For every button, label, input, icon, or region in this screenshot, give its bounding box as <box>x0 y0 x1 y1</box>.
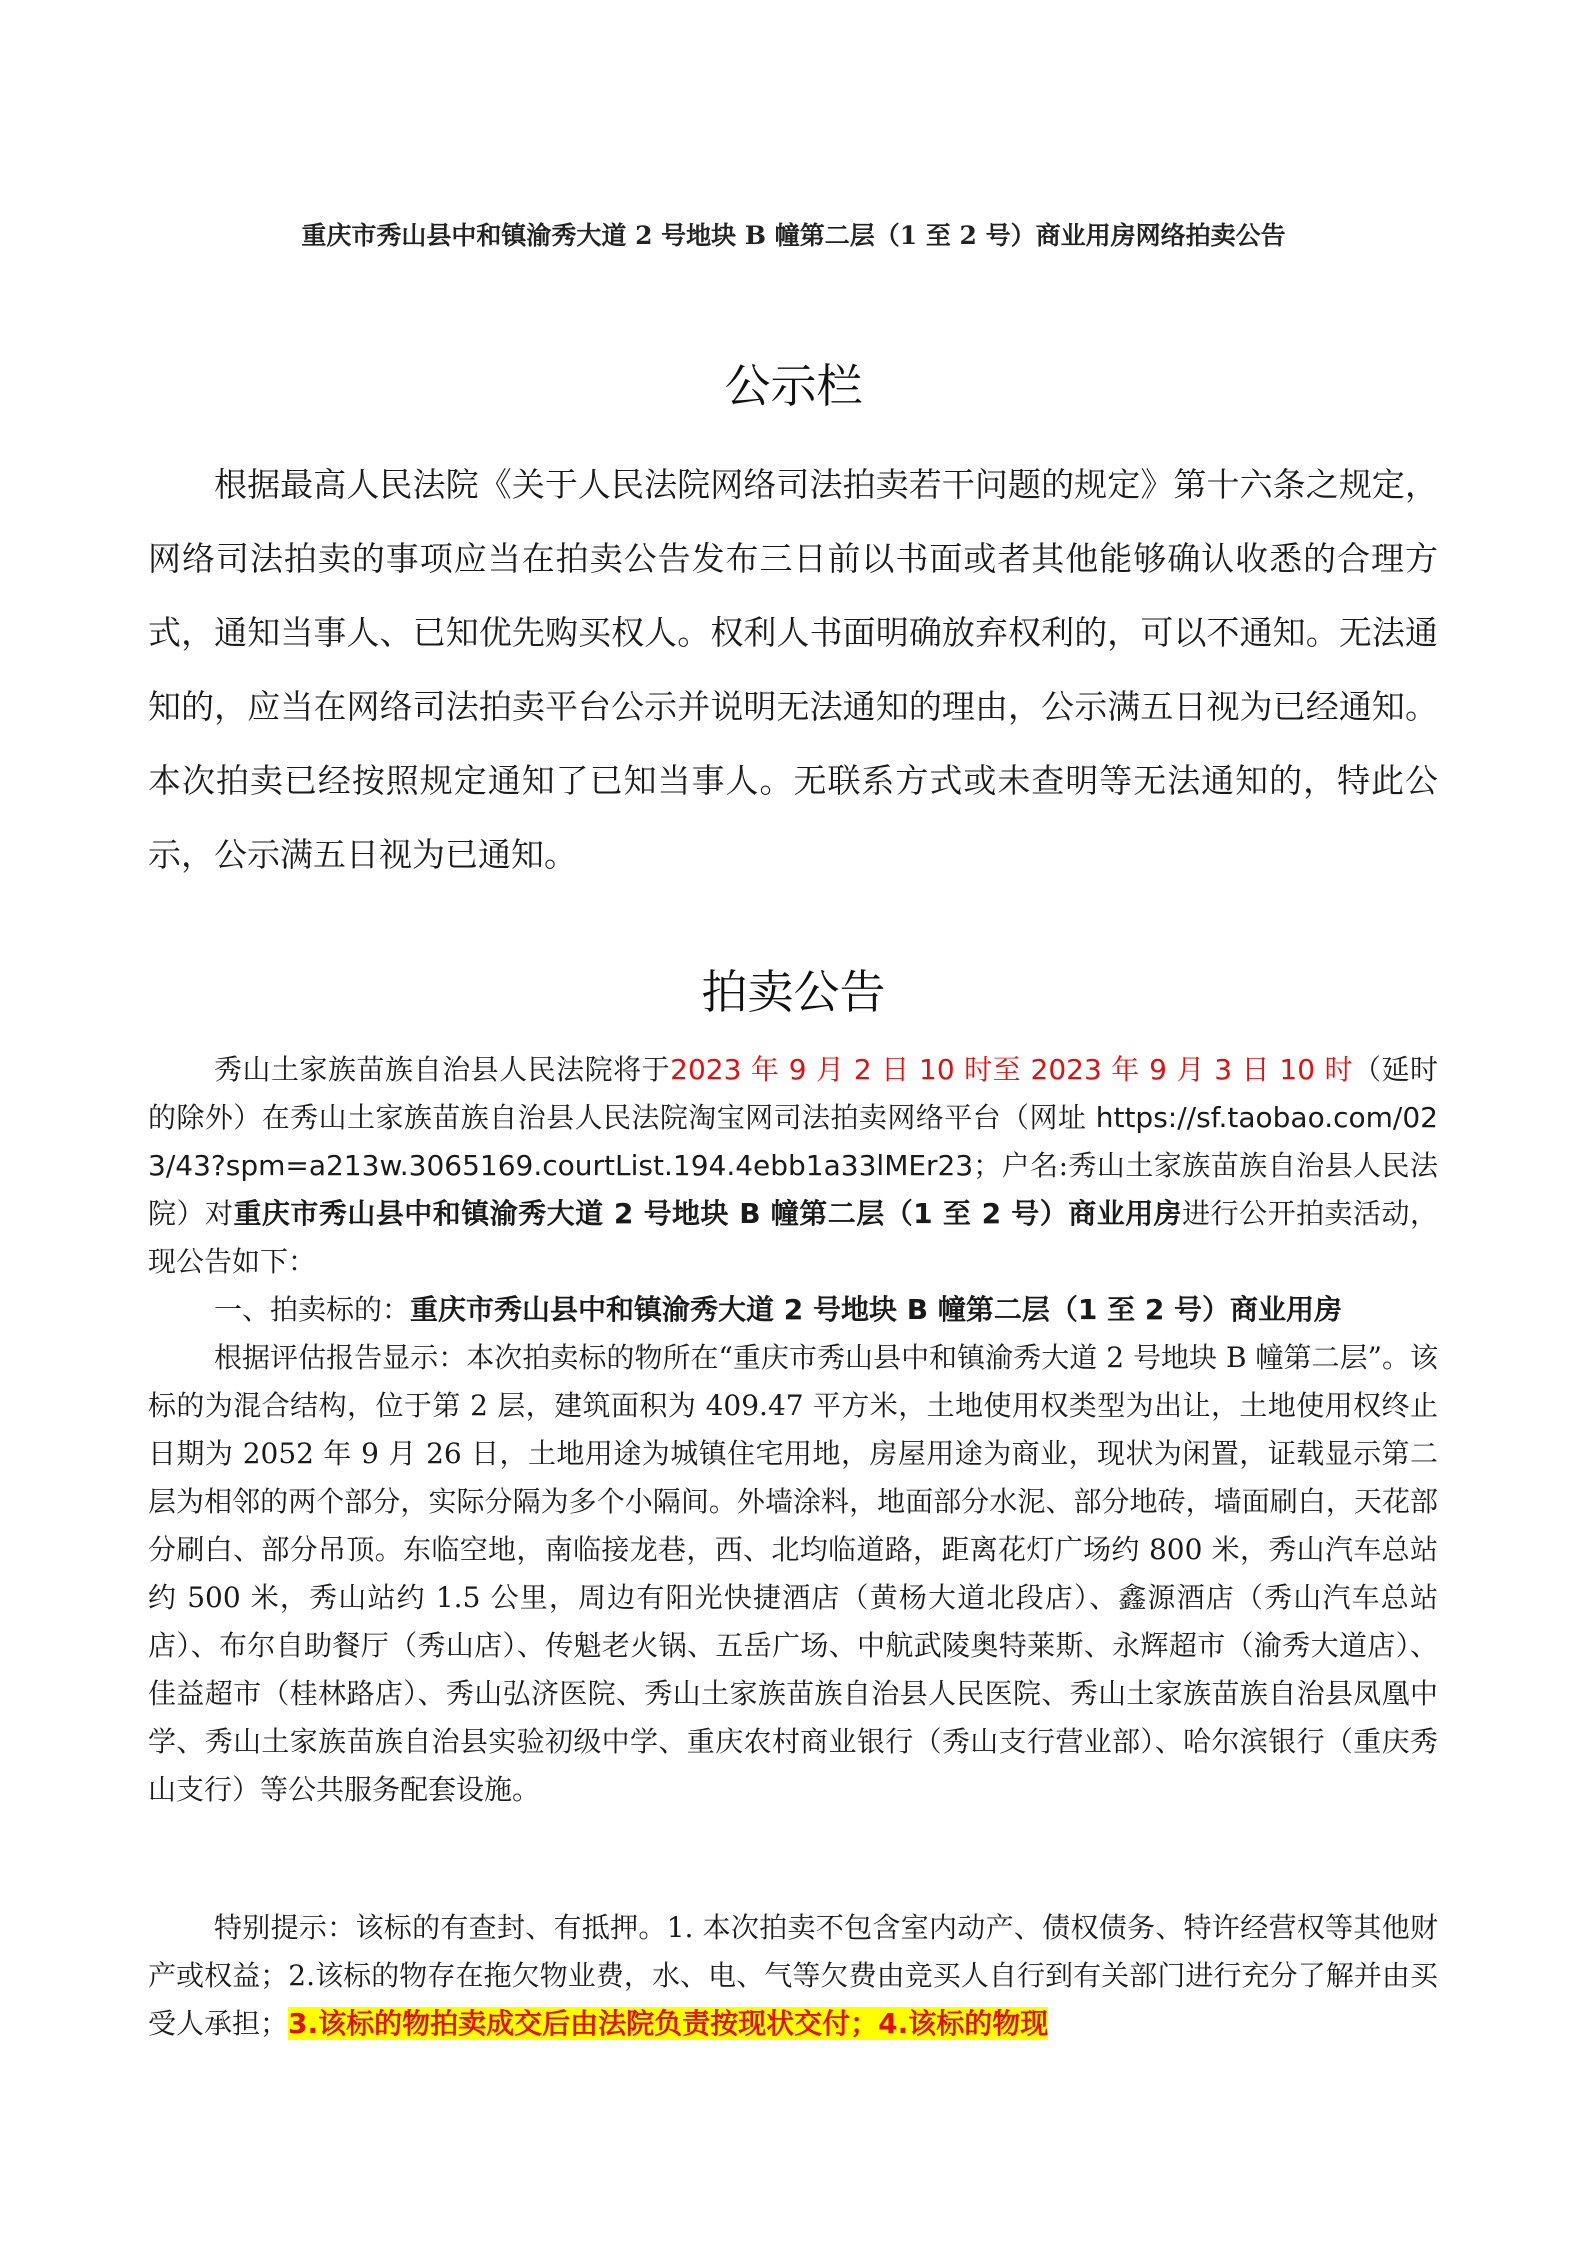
auction-item-label: 一、拍卖标的： <box>214 1293 411 1326</box>
auction-item-paragraph <box>148 1286 1438 1334</box>
intro-text-3: ；户名:秀山土家族苗族自治县人民法院）对 <box>148 1149 1438 1230</box>
notice-board-heading: 公示栏 <box>724 359 863 413</box>
auction-item-value: 重庆市秀山县中和镇渝秀大道 2 号地块 B 幢第二层（1 至 2 号）商业用房 <box>410 1293 1343 1326</box>
intro-text-4: 进行公开拍卖活动，现公告如下： <box>148 1197 1438 1278</box>
evaluation-paragraph: 根据评估报告显示：本次拍卖标的物所在“重庆市秀山县中和镇渝秀大道 2 号地块 B 幢第二层”。该标的为混合结构，位于第 2 层，建筑面积为 409.47 平方米，土地使用权类型为出让，土地使用权终止日期为 2052 年 9 月 26 日，土地用途为城镇住宅用地，房屋用途为商业，现状为闲置，证载显示第二层为相邻的两个部分，实际分隔为多个小隔间。外墙涂料，地面部分水泥、部分地砖，墙面刷白，天花部分刷白、部分吊顶。东临空地，南临接龙巷，西、北均临道路，距离花灯广场约 800 米，秀山汽车总站约 500 米，秀山站约 1.5 公里，周边有阳光快捷酒店（黄杨大道北段店）、鑫源酒店（秀山汽车总站店）、布尔自助餐厅（秀山店）、传魁老火锅、五岳广场、中航武陵奥特莱斯、永辉超市（渝秀大道店）、佳益超市（桂林路店）、秀山弘济医院、秀山土家族苗族自治县人民医院、秀山土家族苗族自治县凤凰中学、秀山土家族苗族自治县实验初级中学、重庆农村商业银行（秀山支行营业部）、哈尔滨银行（重庆秀山支行）等公共服务配套设施。 <box>148 1341 1438 1806</box>
document-title: 重庆市秀山县中和镇渝秀大道 2 号地块 B 幢第二层（1 至 2 号）商业用房网络拍卖公告 <box>301 221 1286 250</box>
special-tips-text: 特别提示：该标的有查封、有抵押。1. 本次拍卖不包含室内动产、债权债务、特许经营权等其他财产或权益；2.该标的物存在拖欠物业费，水、电、气等欠费由竞买人自行到有关部门进行充分了解并由买受人承担； <box>148 1911 1438 2040</box>
notice-board-body: 根据最高人民法院《关于人民法院网络司法拍卖若干问题的规定》第十六条之规定，网络司法拍卖的事项应当在拍卖公告发布三日前以书面或者其他能够确认收悉的合理方式，通知当事人、已知优先购买权人。权利人书面明确放弃权利的，可以不通知。无法通知的，应当在网络司法拍卖平台公示并说明无法通知的理由，公示满五日视为已经通知。本次拍卖已经按照规定通知了已知当事人。无联系方式或未查明等无法通知的，特此公示，公示满五日视为已通知。 <box>148 465 1438 874</box>
intro-text-1: 秀山土家族苗族自治县人民法院将于 <box>214 1053 671 1086</box>
special-tips-highlight: 3.该标的物拍卖成交后由法院负责按现状交付；4.该标的物现 <box>288 2007 1049 2040</box>
intro-text-2: （延时的除外）在秀山土家族苗族自治县人民法院淘宝网司法拍卖网络平台（网址 <box>148 1053 1438 1134</box>
auction-time-range: 2023 年 9 月 2 日 10 时至 2023 年 9 月 3 日 10 时 <box>670 1053 1353 1086</box>
auction-heading: 拍卖公告 <box>701 965 886 1019</box>
auction-platform-url: https://sf.taobao.com/023/43?spm=a213w.3065169.courtList.194.4ebb1a33lMEr23 <box>148 1101 1438 1182</box>
property-name: 重庆市秀山县中和镇渝秀大道 2 号地块 B 幢第二层（1 至 2 号）商业用房 <box>233 1197 1183 1230</box>
auction-intro-paragraph <box>148 1046 1438 1286</box>
special-tips-paragraph <box>148 1904 1438 2048</box>
